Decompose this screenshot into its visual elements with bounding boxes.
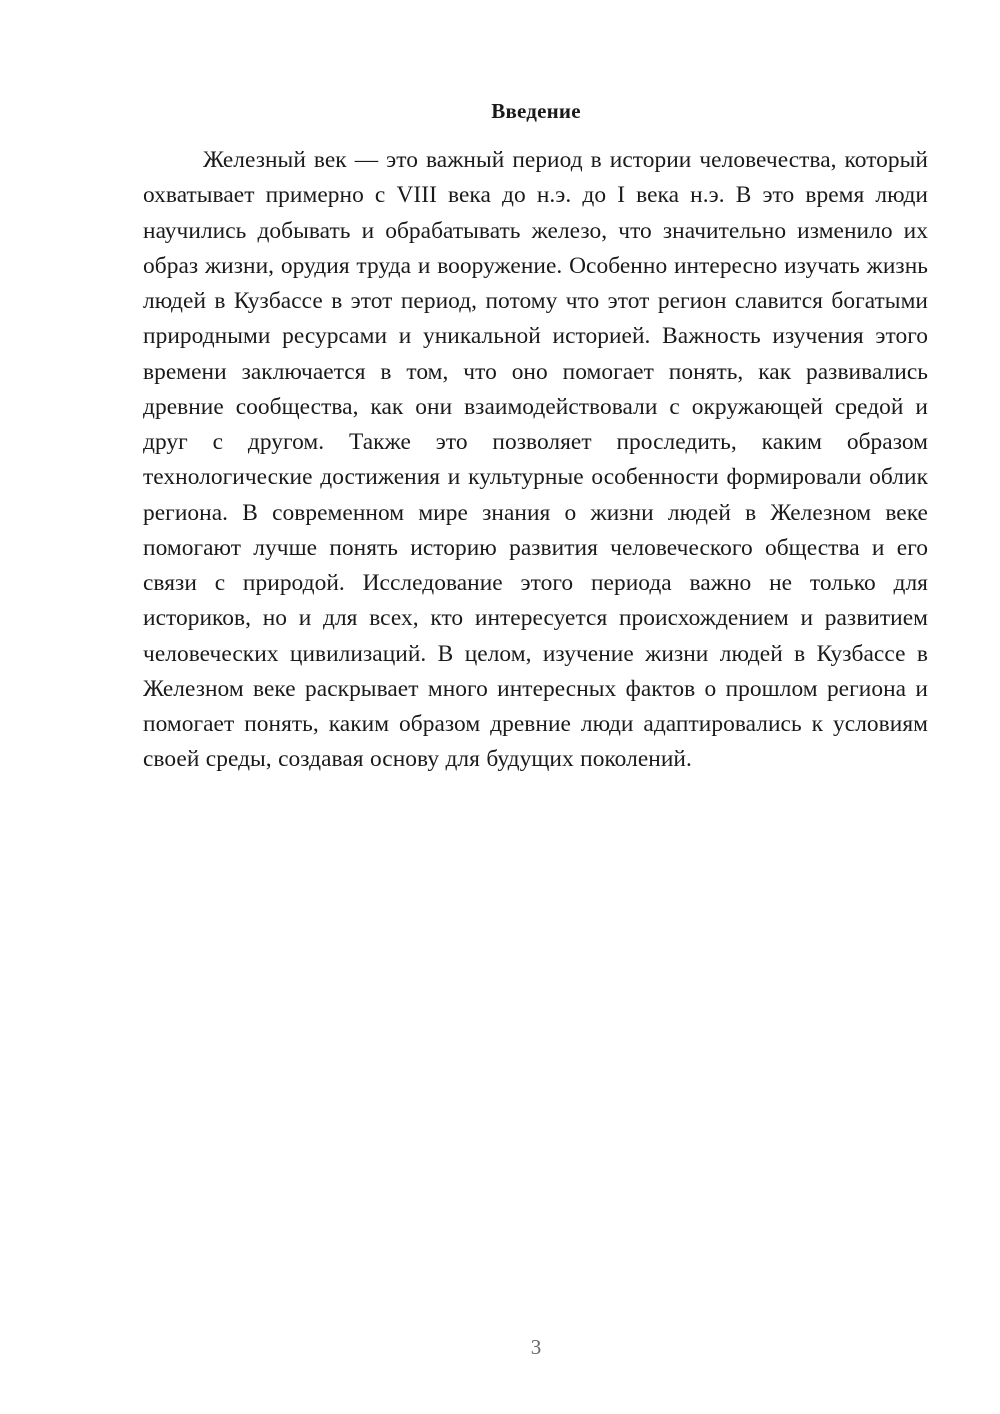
page-number: 3 [530, 1335, 542, 1359]
section-heading: Введение [491, 99, 581, 123]
body-paragraph: Железный век — это важный период в истории человечества, который охватывает примерно с VIII века до н.э. до I века н.э. В это время люди научились добывать и обрабатывать железо, что значительно изменило их образ жизни, орудия труда и вооружение. Особенно интересно изучать жизнь людей в Кузбассе в этот период, потому что этот регион славится богатыми природными ресурсами и уникальной историей. Важность изучения этого времени заключается в том, что оно помогает понять, как развивались древние сообщества, как они взаимодействовали с окружающей средой и друг с другом. Также это позволяет проследить, каким образом технологические достижения и культурные особенности формировали облик региона. В современном мире знания о жизни людей в Железном веке помогают лучше понять историю развития человеческого общества и его связи с природой. Исследование этого периода важно не только для историков, но и для всех, кто интересуется происхождением и развитием человеческих цивилизаций. В целом, изучение жизни людей в Кузбассе в Железном веке раскрывает много интересных фактов о прошлом региона и помогает понять, каким образом древние люди адаптировались к условиям своей среды, создавая основу для будущих поколений. [143, 147, 928, 773]
